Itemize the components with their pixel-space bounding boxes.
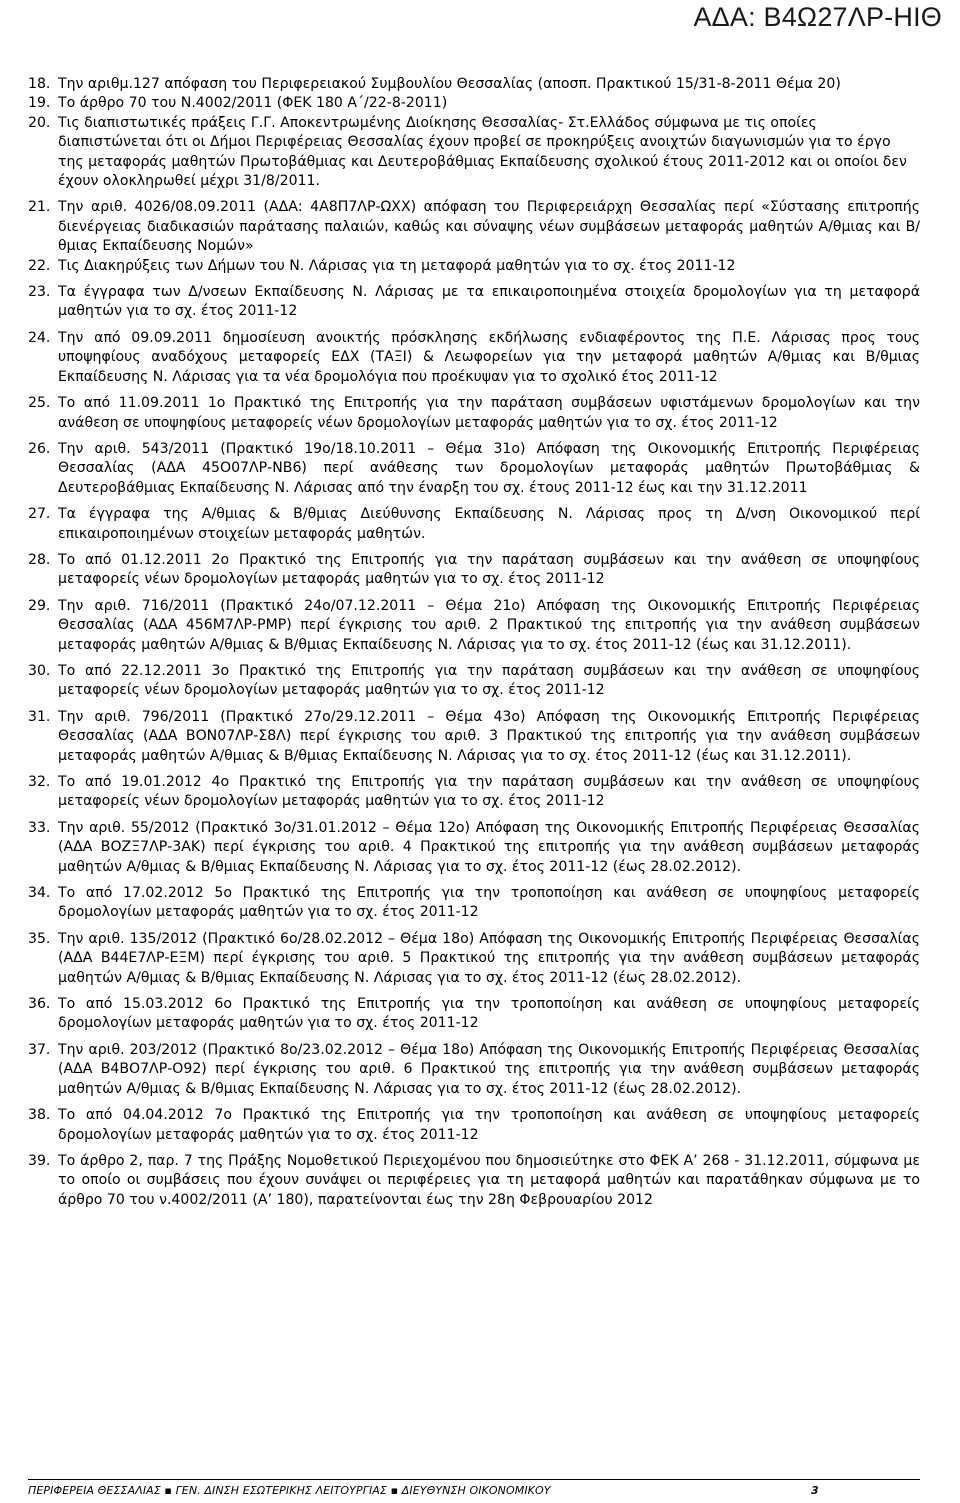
item-number: 31.	[28, 708, 51, 725]
item-number: 38.	[28, 1107, 51, 1124]
item-text: Το από 01.12.2011 2ο Πρακτικό της Επιτροπής για την παράταση συμβάσεων και την ανάθεση σε υποψηφίους μεταφορείς νέων δρομολογίων μεταφοράς μαθητών για το σχ. έτος 2011-12	[58, 551, 920, 588]
item-number: 35.	[28, 930, 51, 947]
item-text: Τα έγγραφα των Δ/νσεων Εκπαίδευσης Ν. Λάρισας με τα επικαιροποιημένα στοιχεία δρομολογίων για τη μεταφορά μαθητών για το σχ. έτος 2011-12	[58, 284, 920, 320]
item-number: 18.	[28, 76, 51, 92]
item-number: 21.	[28, 199, 51, 216]
list-item	[0, 708, 960, 766]
item-text: Την αριθ. 716/2011 (Πρακτικό 24ο/07.12.2011 – Θέμα 21ο) Απόφαση της Οικονομικής Επιτροπής Περιφέρειας Θεσσαλίας (ΑΔΑ 456Μ7ΛΡ-ΡΜΡ) περί έγκρισης του αριθ. 2 Πρακτικού της επιτροπής για την ανάθεση συμβάσεων μεταφοράς μαθητών Α/θμιας & Β/θμιας Εκπαίδευσης Ν. Λάρισας για το σχ. έτος 2011-12 (έως και 31.12.2011).	[58, 597, 920, 653]
list-item	[0, 930, 960, 988]
item-text: Την αριθ. 203/2012 (Πρακτικό 8ο/23.02.2012 – Θέμα 18ο) Απόφαση της Οικονομικής Επιτροπής Περιφέρειας Θεσσαλίας (ΑΔΑ Β4ΒΟ7ΛΡ-Ο92) περί έγκρισης του αριθ. 6 Πρακτικού της επιτροπής για την ανάθεση συμβάσεων μεταφοράς μαθητών Α/θμιας & Β/θμιας Εκπαίδευσης Ν. Λάρισας για το σχ. έτος 2011-12 (έως 28.02.2012).	[58, 1041, 920, 1097]
item-text: Το από 17.02.2012 5ο Πρακτικό της Επιτροπής για την τροποποίηση και ανάθεση σε υποψηφίους μεταφορείς δρομολογίων μεταφοράς μαθητών για το σχ. έτος 2011-12	[58, 885, 920, 921]
item-number: 37.	[28, 1041, 51, 1058]
item-number: 39.	[28, 1152, 51, 1169]
list-item	[0, 773, 960, 812]
item-number: 22.	[28, 257, 51, 274]
item-text: Τα έγγραφα της Α/θμιας & Β/θμιας Διεύθυνσης Εκπαίδευσης Ν. Λάρισας προς τη Δ/νση Οικονομικού περί επικαιροποιημένων στοιχείων μεταφοράς μαθητών.	[58, 506, 920, 542]
list-item	[0, 257, 960, 276]
footer-divider	[28, 1479, 920, 1480]
item-text: Την αριθ. 4026/08.09.2011 (ΑΔΑ: 4Α8Π7ΛΡ-ΩΧΧ) απόφαση του Περιφερειάρχη Θεσσαλίας περί «Σύστασης επιτροπής διενέργειας διαδικασιών παράτασης παλαιών, καθώς και σύναψης νέων συμβάσεων μεταφοράς μαθητών Α/θμιας και Β/θμιας Εκπαίδευσης Νομών»	[58, 199, 920, 255]
item-text: Την αριθμ.127 απόφαση του Περιφερειακού Συμβουλίου Θεσσαλίας (αποσπ. Πρακτικού 15/31-8-2011 Θέμα 20)	[58, 76, 841, 92]
item-number: 23.	[28, 284, 51, 301]
list-item	[0, 283, 960, 322]
item-text: Το από 22.12.2011 3ο Πρακτικό της Επιτροπής για την παράταση συμβάσεων και την ανάθεση σε υποψηφίους μεταφορείς νέων δρομολογίων μεταφοράς μαθητών για το σχ. έτος 2011-12	[58, 662, 920, 699]
item-number: 20.	[28, 114, 51, 131]
item-text: Το από 11.09.2011 1ο Πρακτικό της Επιτροπής για την παράταση συμβάσεων υφιστάμενων δρομολογίων και την ανάθεση σε υποψηφίους μεταφορείς νέων δρομολογίων μεταφοράς μαθητών για το σχ. έτος 2011-12	[58, 395, 920, 431]
footer-text: ΠΕΡΙΦΕΡΕΙΑ ΘΕΣΣΑΛΙΑΣ ▪ ΓΕΝ. ΔΙΝΣΗ ΕΣΩΤΕΡΙΚΗΣ ΛΕΙΤΟΥΡΓΙΑΣ ▪ ΔΙΕΥΘΥΝΣΗ ΟΙΚΟΝΟΜΙΚΟΥ	[28, 1484, 551, 1497]
item-number: 27.	[28, 506, 51, 523]
item-number: 34.	[28, 885, 51, 902]
list-item	[0, 884, 960, 923]
item-number: 28.	[28, 551, 51, 568]
item-text: Τις διαπιστωτικές πράξεις Γ.Γ. Αποκεντρωμένης Διοίκησης Θεσσαλίας- Στ.Ελλάδος σύμφωνα με τις οποίες διαπιστώνεται ότι οι Δήμοι Περιφέρειας Θεσσαλίας έχουν προβεί σε προκηρύξεις ανοιχτών διαγωνισμών για το έργο της μεταφοράς μαθητών Πρωτοβάθμιας και Δευτεροβάθμιας Εκπαίδευσης σχολικού έτους 2011-2012 και οι οποίοι δεν έχουν ολοκληρωθεί μέχρι 31/8/2011.	[58, 114, 907, 190]
page-footer	[28, 1484, 920, 1500]
item-number: 32.	[28, 774, 51, 790]
item-text: Τις Διακηρύξεις των Δήμων του Ν. Λάρισας για τη μεταφορά μαθητών για το σχ. έτος 2011-12	[58, 257, 736, 274]
list-item	[0, 114, 960, 192]
list-item	[0, 1041, 960, 1099]
list-item	[0, 329, 960, 387]
item-text: Την αριθ. 543/2011 (Πρακτικό 19ο/18.10.2011 – Θέμα 31ο) Απόφαση της Οικονομικής Επιτροπής Περιφέρειας Θεσσαλίας (ΑΔΑ 45Ο07ΛΡ-ΝΒ6) περί ανάθεσης των δρομολογίων μεταφοράς μαθητών Πρωτοβάθμιας & Δευτεροβάθμιας Εκπαίδευσης Ν. Λάρισας από την έναρξη του σχ. έτους 2011-12 έως και την 31.12.2011	[58, 440, 920, 496]
item-number: 24.	[28, 329, 51, 346]
item-number: 19.	[28, 95, 51, 112]
list-item	[0, 94, 960, 113]
list-item	[0, 505, 960, 544]
list-item	[0, 662, 960, 701]
list-item	[0, 394, 960, 433]
list-item	[0, 75, 960, 94]
item-text: Την αριθ. 135/2012 (Πρακτικό 6ο/28.02.2012 – Θέμα 18ο) Απόφαση της Οικονομικής Επιτροπής Περιφέρειας Θεσσαλίας (ΑΔΑ Β44Ε7ΛΡ-ΕΞΜ) περί έγκρισης του αριθ. 5 Πρακτικού της επιτροπής για την ανάθεση συμβάσεων μεταφοράς μαθητών Α/θμιας & Β/θμιας Εκπαίδευσης Ν. Λάρισας για το σχ. έτος 2011-12 (έως 28.02.2012).	[58, 930, 920, 986]
item-text: Το από 19.01.2012 4ο Πρακτικό της Επιτροπής για την παράταση συμβάσεων και την ανάθεση σε υποψηφίους μεταφορείς νέων δρομολογίων μεταφοράς μαθητών για το σχ. έτος 2011-12	[58, 774, 920, 810]
item-number: 36.	[28, 996, 51, 1013]
list-item	[0, 1106, 960, 1145]
list-item	[0, 995, 960, 1034]
item-text: Το από 04.04.2012 7ο Πρακτικό της Επιτροπής για την τροποποίηση και ανάθεση σε υποψηφίους μεταφορείς δρομολογίων μεταφοράς μαθητών για το σχ. έτος 2011-12	[58, 1107, 920, 1143]
document-body	[0, 75, 960, 1210]
item-text: Το άρθρο 70 του Ν.4002/2011 (ΦΕΚ 180 Α΄/22-8-2011)	[58, 95, 448, 112]
item-text: Την αριθ. 55/2012 (Πρακτικό 3ο/31.01.2012 – Θέμα 12ο) Απόφαση της Οικονομικής Επιτροπής Περιφέρειας Θεσσαλίας (ΑΔΑ ΒΟΖΞ7ΛΡ-3ΑΚ) περί έγκρισης του αριθ. 4 Πρακτικού της επιτροπής για την ανάθεση συμβάσεων μεταφοράς μαθητών Α/θμιας & Β/θμιας Εκπαίδευσης Ν. Λάρισας για το σχ. έτος 2011-12 (έως 28.02.2012).	[58, 819, 920, 875]
list-item	[0, 819, 960, 877]
list-item	[0, 597, 960, 655]
item-text: Το άρθρο 2, παρ. 7 της Πράξης Νομοθετικού Περιεχομένου που δημοσιεύτηκε στο ΦΕΚ Α’ 268 - 31.12.2011, σύμφωνα με το οποίο οι συμβάσεις που έχουν συνάψει οι περιφέρειες για τη μεταφορά μαθητών και παρατάθηκαν σύμφωνα με το άρθρο 70 του ν.4002/2011 (Α’ 180), παρατείνονται έως την 28η Φεβρουαρίου 2012	[58, 1152, 920, 1208]
list-item	[0, 551, 960, 590]
item-number: 30.	[28, 662, 51, 679]
list-item	[0, 198, 960, 256]
list-item	[0, 440, 960, 498]
item-text: Την από 09.09.2011 δημοσίευση ανοικτής πρόσκλησης εκδήλωσης ενδιαφέροντος της Π.Ε. Λάρισας προς τους υποψηφίους αναδόχους μεταφορείς ΕΔΧ (ΤΑΞΙ) & Λεωφορείων για την μεταφορά μαθητών Α/θμιας και Β/θμιας Εκπαίδευσης Ν. Λάρισας για τα νέα δρομολόγια που προέκυψαν για το σχολικό έτος 2011-12	[58, 329, 920, 385]
page-number: 3	[811, 1484, 819, 1497]
item-number: 25.	[28, 395, 51, 412]
list-item	[0, 1152, 960, 1210]
item-text: Το από 15.03.2012 6ο Πρακτικό της Επιτροπής για την τροποποίηση και ανάθεση σε υποψηφίους μεταφορείς δρομολογίων μεταφοράς μαθητών για το σχ. έτος 2011-12	[58, 996, 920, 1032]
item-number: 29.	[28, 597, 51, 614]
item-number: 26.	[28, 440, 51, 457]
ada-header: ΑΔΑ: Β4Ω27ΛΡ-ΗΙΘ	[693, 2, 942, 32]
item-number: 33.	[28, 819, 51, 836]
item-text: Την αριθ. 796/2011 (Πρακτικό 27ο/29.12.2011 – Θέμα 43ο) Απόφαση της Οικονομικής Επιτροπής Περιφέρειας Θεσσαλίας (ΑΔΑ ΒΟΝ07ΛΡ-Σ8Λ) περί έγκρισης του αριθ. 3 Πρακτικού της επιτροπής για την ανάθεση συμβάσεων μεταφοράς μαθητών Α/θμιας & Β/θμιας Εκπαίδευσης Ν. Λάρισας για το σχ. έτος 2011-12 (έως και 31.12.2011).	[58, 708, 920, 764]
